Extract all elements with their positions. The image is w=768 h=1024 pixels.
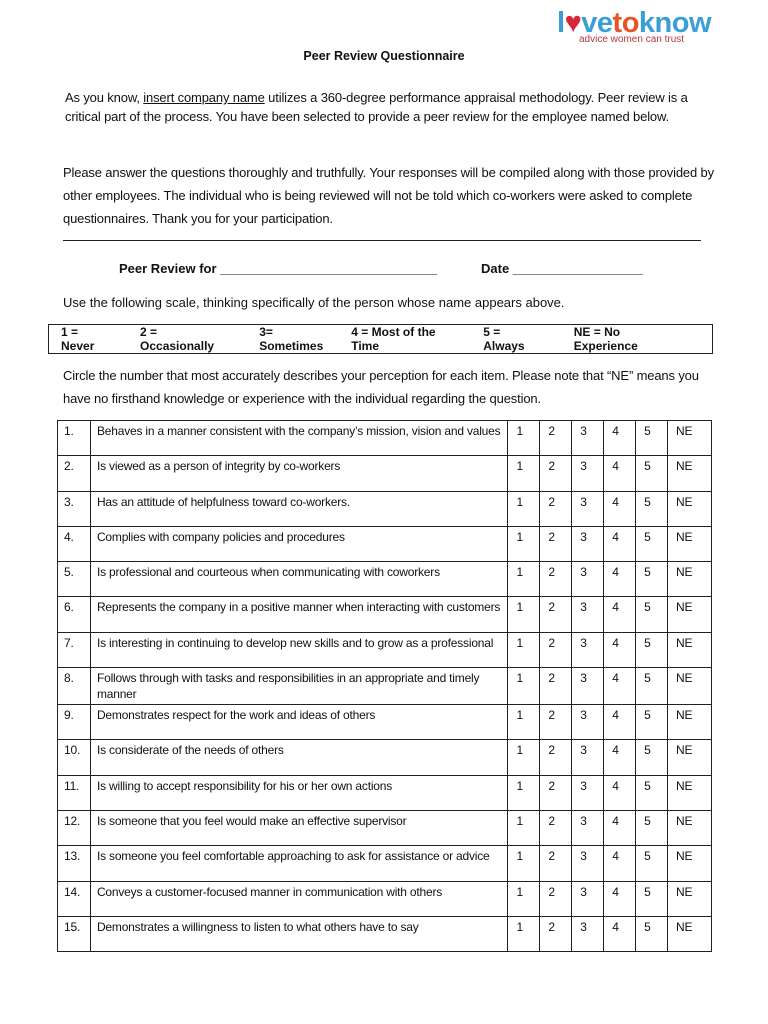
question-number: 3. (58, 491, 91, 526)
rating-option-1[interactable]: 1 (508, 421, 540, 456)
question-number: 13. (58, 846, 91, 881)
question-row (58, 705, 712, 740)
rating-option-ne[interactable]: NE (668, 705, 712, 740)
rating-option-4[interactable]: 4 (604, 846, 636, 881)
question-number: 6. (58, 597, 91, 632)
rating-option-4[interactable]: 4 (604, 775, 636, 810)
rating-option-4[interactable]: 4 (604, 562, 636, 597)
question-row (58, 456, 712, 491)
rating-option-2[interactable]: 2 (540, 775, 572, 810)
question-row (58, 421, 712, 456)
question-text: Is someone you feel comfortable approaching to ask for assistance or advice (90, 846, 508, 881)
rating-option-ne[interactable]: NE (668, 597, 712, 632)
rating-option-ne[interactable]: NE (668, 526, 712, 561)
rating-option-1[interactable]: 1 (508, 597, 540, 632)
scale-intro: Use the following scale, thinking specifically of the person whose name appears above. (63, 295, 565, 310)
rating-option-3[interactable]: 3 (572, 810, 604, 845)
rating-option-ne[interactable]: NE (668, 456, 712, 491)
question-text: Has an attitude of helpfulness toward co-workers. (90, 491, 508, 526)
rating-option-4[interactable]: 4 (604, 597, 636, 632)
question-row (58, 668, 712, 705)
question-text: Complies with company policies and procedures (90, 526, 508, 561)
rating-option-5[interactable]: 5 (636, 881, 668, 916)
question-number: 10. (58, 740, 91, 775)
rating-scale-legend: 1 = Never 2 = Occasionally 3= Sometimes 4 = Most of the Time 5 = Always NE = No Experience (48, 324, 713, 354)
question-row (58, 846, 712, 881)
rating-option-3[interactable]: 3 (572, 491, 604, 526)
rating-option-5[interactable]: 5 (636, 705, 668, 740)
rating-option-4[interactable]: 4 (604, 456, 636, 491)
divider (63, 240, 701, 241)
rating-option-5[interactable]: 5 (636, 916, 668, 951)
rating-option-ne[interactable]: NE (668, 881, 712, 916)
rating-option-ne[interactable]: NE (668, 421, 712, 456)
question-row (58, 740, 712, 775)
question-row (58, 916, 712, 951)
rating-option-2[interactable]: 2 (540, 846, 572, 881)
lovetoknow-logo: l♥vetoknow advice women can trust (557, 7, 712, 45)
question-row (58, 810, 712, 845)
question-row (58, 562, 712, 597)
rating-option-ne[interactable]: NE (668, 846, 712, 881)
peer-review-for-field[interactable]: Peer Review for ______________________________ (119, 261, 438, 276)
rating-option-ne[interactable]: NE (668, 775, 712, 810)
rating-option-3[interactable]: 3 (572, 562, 604, 597)
questionnaire-table (57, 420, 712, 952)
rating-option-3[interactable]: 3 (572, 597, 604, 632)
question-number: 2. (58, 456, 91, 491)
question-number: 15. (58, 916, 91, 951)
rating-option-1[interactable]: 1 (508, 881, 540, 916)
rating-option-3[interactable]: 3 (572, 705, 604, 740)
question-row (58, 775, 712, 810)
circle-instructions: Circle the number that most accurately describes your perception for each item. Please note that “NE” means you have no firsthand knowledge or experience with the individual regarding the question. (63, 368, 699, 406)
company-placeholder: insert company name (143, 90, 265, 105)
rating-option-1[interactable]: 1 (508, 916, 540, 951)
rating-option-4[interactable]: 4 (604, 881, 636, 916)
rating-option-1[interactable]: 1 (508, 491, 540, 526)
rating-option-3[interactable]: 3 (572, 916, 604, 951)
rating-option-1[interactable]: 1 (508, 456, 540, 491)
rating-option-1[interactable]: 1 (508, 668, 540, 705)
rating-option-ne[interactable]: NE (668, 810, 712, 845)
rating-option-5[interactable]: 5 (636, 491, 668, 526)
question-number: 14. (58, 881, 91, 916)
question-text: Demonstrates a willingness to listen to what others have to say (90, 916, 508, 951)
rating-option-3[interactable]: 3 (572, 668, 604, 705)
question-number: 5. (58, 562, 91, 597)
rating-option-2[interactable]: 2 (540, 456, 572, 491)
rating-option-5[interactable]: 5 (636, 632, 668, 667)
rating-option-5[interactable]: 5 (636, 456, 668, 491)
rating-option-ne[interactable]: NE (668, 562, 712, 597)
rating-option-4[interactable]: 4 (604, 526, 636, 561)
question-row (58, 632, 712, 667)
rating-option-2[interactable]: 2 (540, 526, 572, 561)
question-number: 1. (58, 421, 91, 456)
rating-option-2[interactable]: 2 (540, 632, 572, 667)
rating-option-3[interactable]: 3 (572, 881, 604, 916)
rating-option-ne[interactable]: NE (668, 916, 712, 951)
rating-option-3[interactable]: 3 (572, 740, 604, 775)
rating-option-3[interactable]: 3 (572, 456, 604, 491)
rating-option-4[interactable]: 4 (604, 421, 636, 456)
rating-option-2[interactable]: 2 (540, 740, 572, 775)
question-number: 9. (58, 705, 91, 740)
rating-option-1[interactable]: 1 (508, 632, 540, 667)
question-text: Behaves in a manner consistent with the company’s mission, vision and values (90, 421, 508, 456)
rating-option-2[interactable]: 2 (540, 916, 572, 951)
rating-option-3[interactable]: 3 (572, 846, 604, 881)
rating-option-5[interactable]: 5 (636, 740, 668, 775)
question-row (58, 491, 712, 526)
rating-option-5[interactable]: 5 (636, 775, 668, 810)
rating-option-4[interactable]: 4 (604, 668, 636, 705)
date-field[interactable]: Date __________________ (481, 261, 643, 276)
rating-option-2[interactable]: 2 (540, 705, 572, 740)
rating-option-ne[interactable]: NE (668, 740, 712, 775)
rating-option-3[interactable]: 3 (572, 775, 604, 810)
rating-option-5[interactable]: 5 (636, 846, 668, 881)
rating-option-2[interactable]: 2 (540, 421, 572, 456)
rating-option-2[interactable]: 2 (540, 562, 572, 597)
rating-option-5[interactable]: 5 (636, 597, 668, 632)
rating-option-4[interactable]: 4 (604, 916, 636, 951)
rating-option-5[interactable]: 5 (636, 668, 668, 705)
rating-option-2[interactable]: 2 (540, 810, 572, 845)
question-text: Is considerate of the needs of others (90, 740, 508, 775)
rating-option-2[interactable]: 2 (540, 668, 572, 705)
rating-option-5[interactable]: 5 (636, 810, 668, 845)
rating-option-1[interactable]: 1 (508, 775, 540, 810)
intro-paragraph: As you know, insert company name utilizes a 360-degree performance appraisal methodology. Peer review is a critical part of the process. You have been selected to provide a peer review for the employee named below. (65, 90, 688, 124)
rating-option-2[interactable]: 2 (540, 597, 572, 632)
rating-option-2[interactable]: 2 (540, 881, 572, 916)
question-text: Represents the company in a positive manner when interacting with customers (90, 597, 508, 632)
question-number: 7. (58, 632, 91, 667)
rating-option-1[interactable]: 1 (508, 810, 540, 845)
rating-option-ne[interactable]: NE (668, 491, 712, 526)
question-row (58, 597, 712, 632)
rating-option-1[interactable]: 1 (508, 526, 540, 561)
rating-option-3[interactable]: 3 (572, 526, 604, 561)
question-number: 8. (58, 668, 91, 705)
rating-option-1[interactable]: 1 (508, 705, 540, 740)
rating-option-5[interactable]: 5 (636, 562, 668, 597)
question-text: Is someone that you feel would make an effective supervisor (90, 810, 508, 845)
instructions-paragraph: Please answer the questions thoroughly and truthfully. Your responses will be compiled along with those provided by other employees. The individual who is being reviewed will not be told which co-workers were asked to complete questionnaires. Thank you for your participation. (63, 165, 714, 226)
rating-option-ne[interactable]: NE (668, 668, 712, 705)
question-text: Conveys a customer-focused manner in communication with others (90, 881, 508, 916)
question-number: 12. (58, 810, 91, 845)
question-text: Demonstrates respect for the work and ideas of others (90, 705, 508, 740)
rating-option-1[interactable]: 1 (508, 740, 540, 775)
question-row (58, 881, 712, 916)
rating-option-3[interactable]: 3 (572, 421, 604, 456)
rating-option-5[interactable]: 5 (636, 421, 668, 456)
rating-option-1[interactable]: 1 (508, 562, 540, 597)
question-text: Is interesting in continuing to develop new skills and to grow as a professional (90, 632, 508, 667)
question-text: Is willing to accept responsibility for his or her own actions (90, 775, 508, 810)
question-number: 11. (58, 775, 91, 810)
question-row (58, 526, 712, 561)
rating-option-4[interactable]: 4 (604, 705, 636, 740)
rating-option-4[interactable]: 4 (604, 810, 636, 845)
document-title: Peer Review Questionnaire (303, 49, 465, 63)
rating-option-4[interactable]: 4 (604, 740, 636, 775)
question-text: Follows through with tasks and responsibilities in an appropriate and timely manner (90, 668, 508, 705)
question-text: Is professional and courteous when communicating with coworkers (90, 562, 508, 597)
rating-option-ne[interactable]: NE (668, 632, 712, 667)
rating-option-4[interactable]: 4 (604, 632, 636, 667)
rating-option-1[interactable]: 1 (508, 846, 540, 881)
rating-option-5[interactable]: 5 (636, 526, 668, 561)
rating-option-3[interactable]: 3 (572, 632, 604, 667)
question-text: Is viewed as a person of integrity by co-workers (90, 456, 508, 491)
question-number: 4. (58, 526, 91, 561)
rating-option-2[interactable]: 2 (540, 491, 572, 526)
rating-option-4[interactable]: 4 (604, 491, 636, 526)
